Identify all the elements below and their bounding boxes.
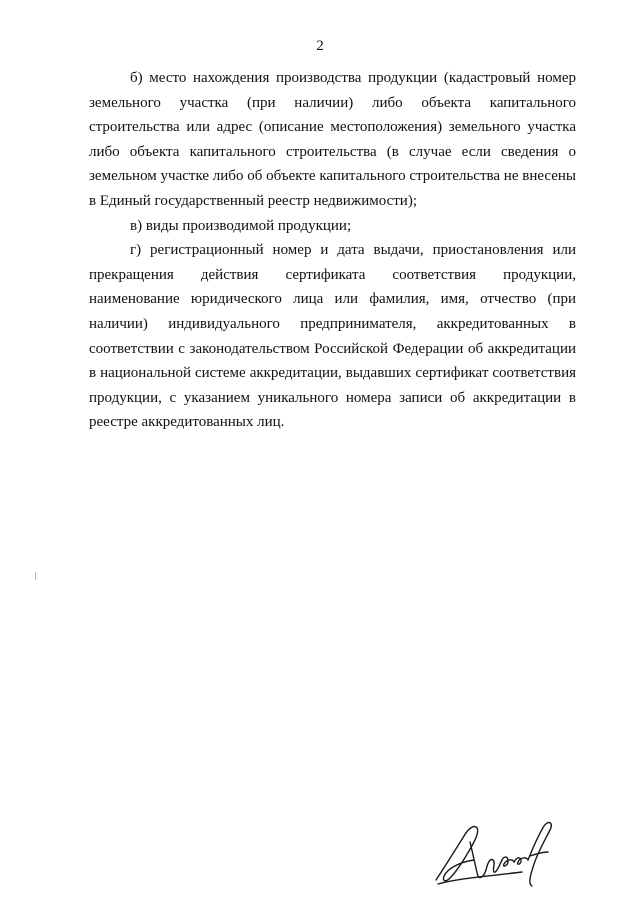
page-number: 2 — [316, 38, 324, 54]
scan-artifact — [35, 572, 36, 580]
document-body — [89, 66, 576, 435]
paragraph-b: б) место нахождения производства продукции (кадастровый номер земельного участка (при наличии) либо объекта капитального строительства или адрес (описание местоположения) земельного участка либо объекта капитального строительства (в случае если сведения о земельном участке либо об объекте капитального строительства не внесены в Единый государственный реестр недвижимости); — [89, 70, 576, 209]
signature-icon — [430, 818, 560, 890]
paragraph-v: в) виды производимой продукции; — [130, 217, 352, 234]
paragraph-g: г) регистрационный номер и дата выдачи, приостановления или прекращения действия сертификата соответствия продукции, наименование юридического лица или фамилия, имя, отчество (при наличии) индивидуального предпринимателя, аккредитованных в соответствии с законодательством Российской Федерации об аккредитации в национальной системе аккредитации, выдавших сертификат соответствия продукции, с указанием уникального номера записи об аккредитации в реестре аккредитованных лиц. — [89, 242, 576, 431]
